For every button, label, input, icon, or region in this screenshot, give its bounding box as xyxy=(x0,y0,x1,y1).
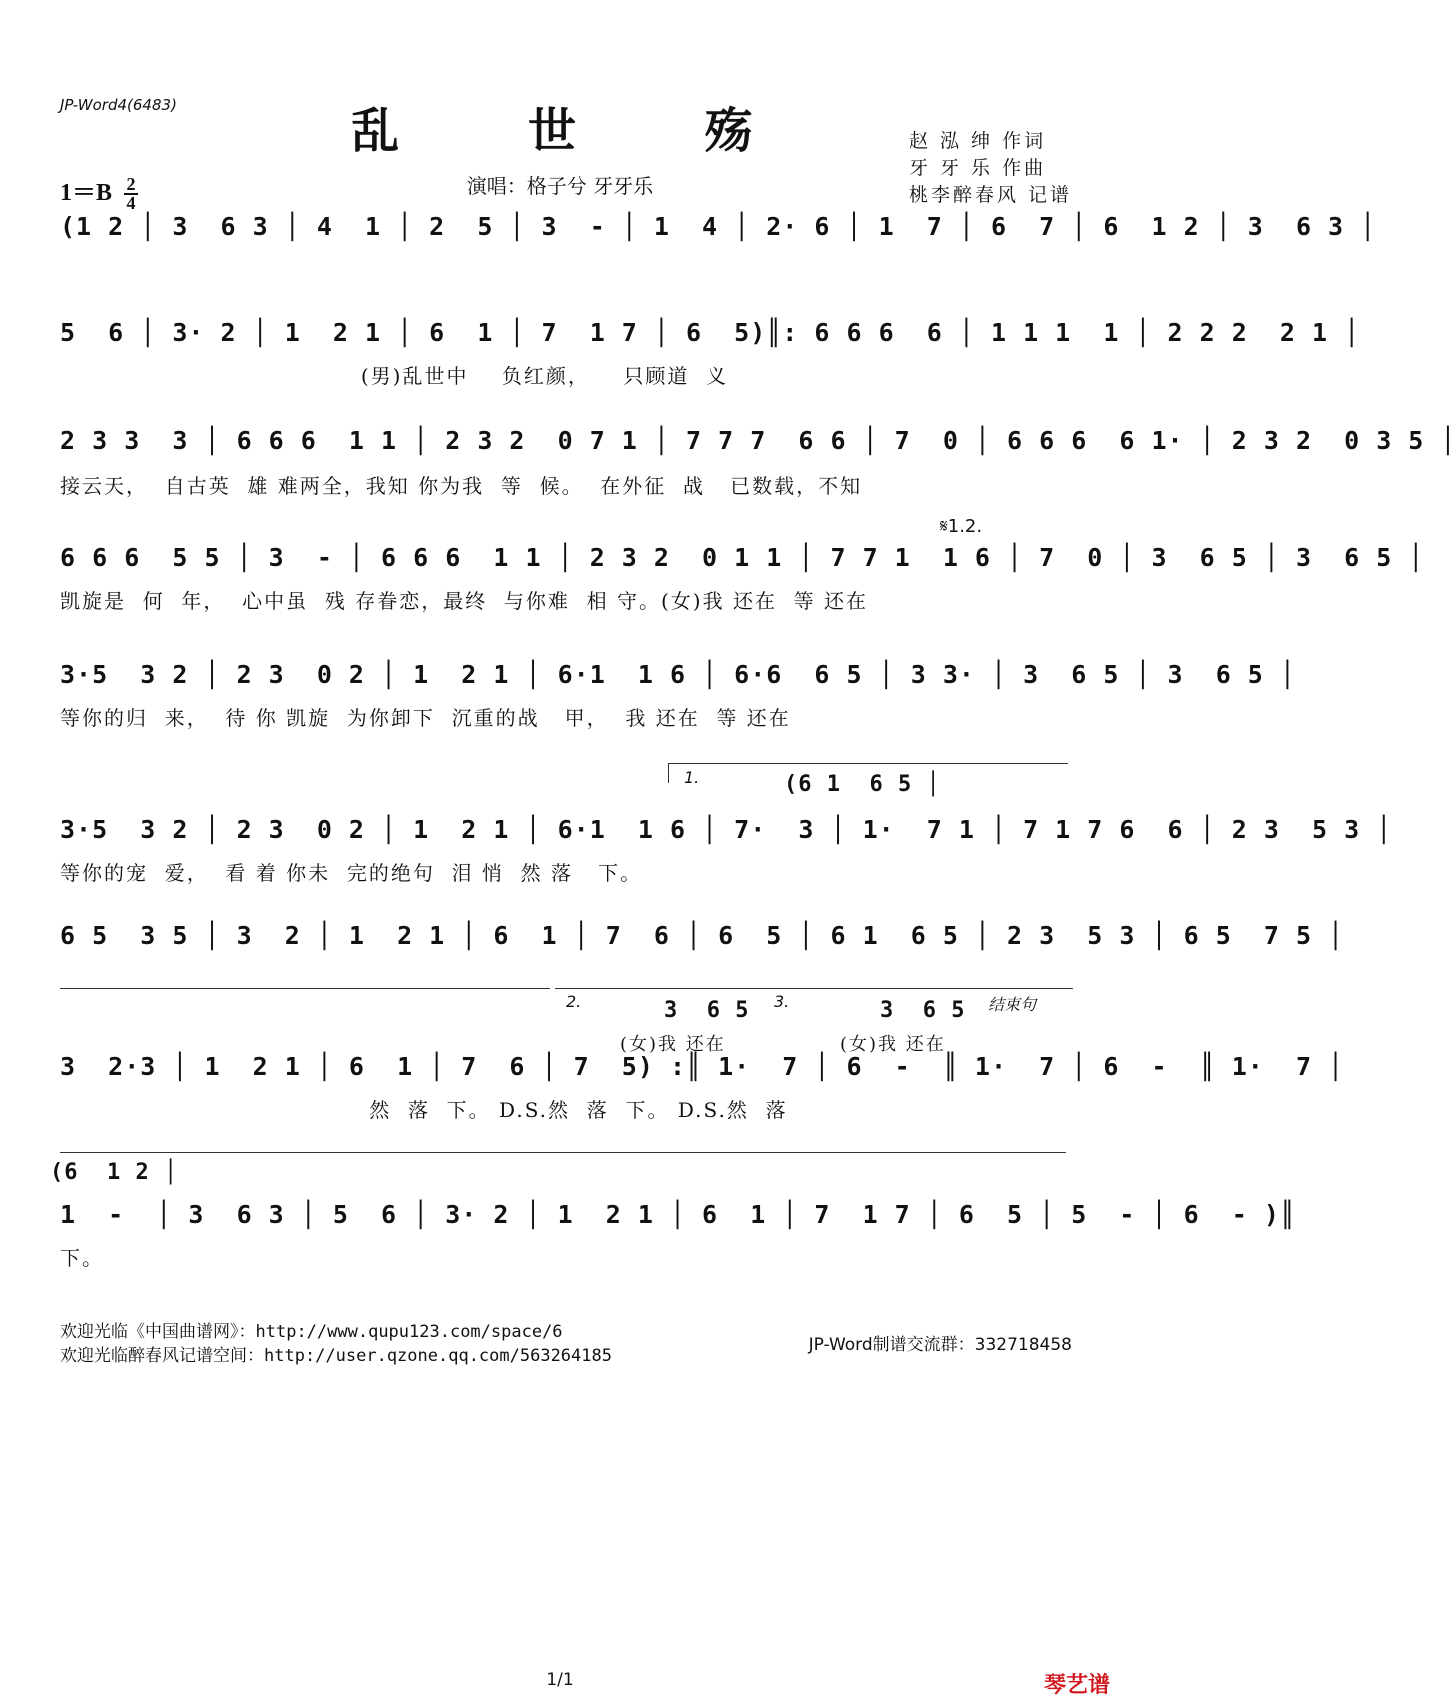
score-row-6: 3·5 3 2 │ 2 3 0 2 │ 1 2 1 │ 6·1 1 6 │ 7· 3 │ 1· 7 1 │ 7 1 7 6 6 │ 2 3 5 3 │ xyxy=(60,815,1393,844)
site-logo: 琴艺谱 xyxy=(1043,1673,1110,1698)
composer: 牙 牙 乐 作曲 xyxy=(908,157,1047,179)
instrumental-insert-a: (6 1 6 5 │ xyxy=(784,772,941,797)
score-row-5: 3·5 3 2 │ 2 3 0 2 │ 1 2 1 │ 6·1 1 6 │ 6·6 6 5 │ 3 3· │ 3 6 5 │ 3 6 5 │ xyxy=(60,660,1296,689)
volta-1-tick xyxy=(668,763,669,783)
song-title: 乱 世 殇 xyxy=(351,103,809,159)
score-row-2: 5 6 │ 3· 2 │ 1 2 1 │ 6 1 │ 7 1 7 │ 6 5)║: 6 6 6 6 │ 1 1 1 1 │ 2 2 2 2 1 │ xyxy=(60,318,1361,347)
volta-end-label: 结束句 xyxy=(988,995,1037,1014)
score-row-9: 1 - │ 3 6 3 │ 5 6 │ 3· 2 │ 1 2 1 │ 6 1 │ 7 1 7 │ 6 5 │ 5 - │ 6 - )║ xyxy=(60,1200,1296,1229)
footer-link-1[interactable]: 欢迎光临《中国曲谱网》：http://www.qupu123.com/space/6 xyxy=(60,1322,563,1342)
volta-1-bracket xyxy=(668,763,1068,764)
lyrics-row-9: 下。 xyxy=(60,1246,104,1270)
score-row-8: 3 2·3 │ 1 2 1 │ 6 1 │ 7 6 │ 7 5) :║ 1· 7 │ 6 - ║ 1· 7 │ 6 - ║ 1· 7 │ xyxy=(60,1052,1345,1081)
time-top: 2 xyxy=(126,174,136,195)
lyrics-row-8: 然 落 下。 D.S.然 落 下。 D.S.然 落 xyxy=(60,1098,788,1122)
volta-2-label: 2. xyxy=(566,992,582,1011)
footer-link-2[interactable]: 欢迎光临醉春风记谱空间：http://user.qzone.qq.com/563264185 xyxy=(60,1346,612,1366)
volta-3-notes: 3 6 5 xyxy=(880,998,966,1023)
volta-repeat-line xyxy=(60,988,550,989)
score-row-3: 2 3 3 3 │ 6 6 6 1 1 │ 2 3 2 0 7 1 │ 7 7 7 6 6 │ 7 0 │ 6 6 6 6 1· │ 2 3 2 0 3 5 │ xyxy=(60,426,1456,455)
score-row-1: (1 2 │ 3 6 3 │ 4 1 │ 2 5 │ 3 - │ 1 4 │ 2· 6 │ 1 7 │ 6 7 │ 6 1 2 │ 3 6 3 │ xyxy=(60,212,1377,241)
volta-2-notes: 3 6 5 xyxy=(664,998,750,1023)
volta-3-lyric: (女)我 还在 xyxy=(840,1034,946,1055)
transcriber: 桃李醉春风 记谱 xyxy=(908,184,1072,206)
volta-3-label: 3. xyxy=(774,992,790,1011)
instrumental-insert-b: (6 1 2 │ xyxy=(50,1160,179,1185)
score-row-4: 6 6 6 5 5 │ 3 - │ 6 6 6 1 1 │ 2 3 2 0 1 1 │ 7 7 1 1 6 │ 7 0 │ 3 6 5 │ 3 6 5 │ xyxy=(60,543,1425,572)
footer-group: JP-Word制谱交流群：332718458 xyxy=(808,1335,1072,1355)
lyrics-row-4: 凯旋是 何 年， 心中虽 残 存眷恋，最终 与你难 相 守。(女)我 还在 等 还在 xyxy=(60,589,869,613)
time-bottom: 4 xyxy=(126,193,136,214)
segno-mark: 𝄋1.2. xyxy=(940,516,983,537)
score-row-7: 6 5 3 5 │ 3 2 │ 1 2 1 │ 6 1 │ 7 6 │ 6 5 │ 6 1 6 5 │ 2 3 5 3 │ 6 5 7 5 │ xyxy=(60,921,1345,950)
lyrics-row-2: (男)乱世中 负红颜， 只顾道 义 xyxy=(60,364,729,388)
lyrics-row-3: 接云天， 自古英 雄 难两全，我知 你为我 等 候。 在外征 战 已数载，不知 xyxy=(60,474,863,498)
volta-2-3-bracket xyxy=(555,988,1073,989)
volta-1-label: 1. xyxy=(684,768,700,787)
page-number: 1/1 xyxy=(546,1670,574,1690)
key-label: 1＝B xyxy=(60,180,113,206)
lyrics-row-5: 等你的归 来， 待 你 凯旋 为你卸下 沉重的战 甲， 我 还在 等 还在 xyxy=(60,706,791,730)
volta-2-lyric: (女)我 还在 xyxy=(620,1034,726,1055)
singer-line: 演唱：格子兮 牙牙乐 xyxy=(466,174,654,198)
final-bracket xyxy=(60,1152,1066,1153)
lyrics-row-6: 等你的宠 爱， 看 着 你未 完的绝句 泪 悄 然 落 下。 xyxy=(60,861,643,885)
watermark: JP-Word4(6483) xyxy=(60,96,177,114)
lyricist: 赵 泓 绅 作词 xyxy=(908,130,1047,152)
footer-links xyxy=(60,1320,612,1368)
